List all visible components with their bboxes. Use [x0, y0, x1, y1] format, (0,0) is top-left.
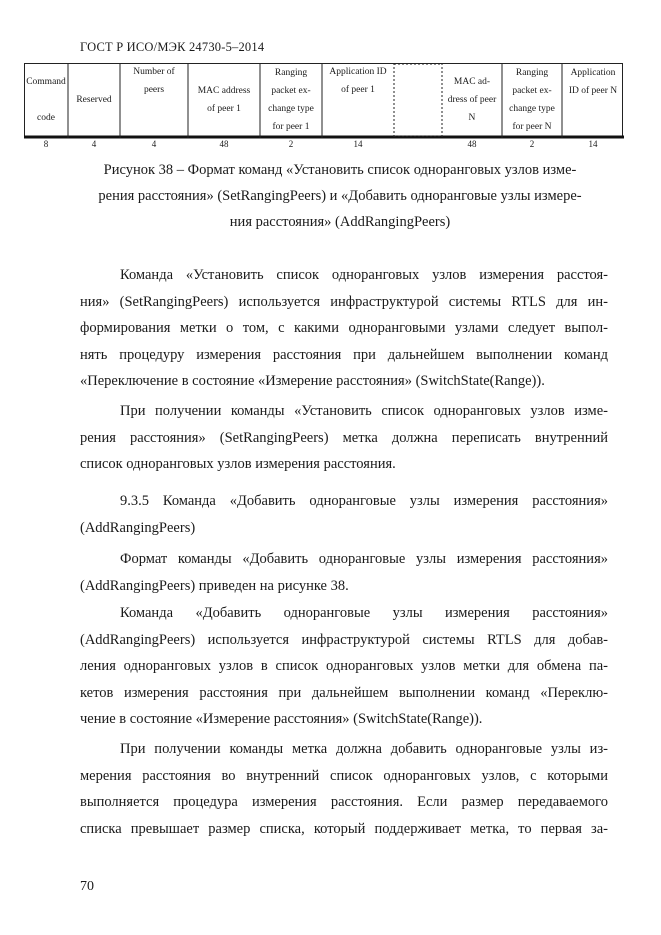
col-application-id-peer-n: Application ID of peer N [568, 68, 618, 96]
caption-line: рения расстояния» (SetRangingPeers) и «Добавить одноранговые узлы измере- [98, 188, 582, 204]
col-reserved: Reserved [76, 95, 112, 105]
bits-reserved: 4 [91, 139, 97, 149]
bits-mac-address-peer-n: 48 [467, 139, 477, 149]
col-mac-address-peer-n: MAC ad- dress of peer N [447, 77, 497, 123]
bits-ranging-type-peer-n: 2 [529, 139, 535, 149]
bits-mac-address-peer-1: 48 [219, 139, 229, 149]
col-number-of-peers: Number of peers [133, 67, 175, 95]
page-number: 70 [80, 879, 94, 894]
section-heading-9-3-5: 9.3.5 Команда «Добавить одноранговые узлы измерения расстояния» (AddRangingPeers) [80, 493, 608, 536]
col-ranging-type-peer-1: Ranging packet ex- change type for peer 1 [268, 68, 314, 132]
bits-number-of-peers: 4 [151, 139, 157, 149]
bits-command-code: 8 [43, 139, 49, 149]
col-ranging-type-peer-n: Ranging packet ex- change type for peer N [509, 68, 555, 132]
col-application-id-peer-1: Application ID of peer 1 [329, 67, 387, 95]
bits-ranging-type-peer-1: 2 [288, 139, 294, 149]
bits-application-id-peer-n: 14 [588, 139, 598, 149]
caption-line: ния расстояния» (AddRangingPeers) [229, 214, 451, 230]
bits-application-id-peer-1: 14 [353, 139, 363, 149]
caption-line: Рисунок 38 – Формат команд «Установить список одноранговых узлов изме- [103, 162, 577, 178]
command-format-table [24, 63, 624, 150]
figure-caption [70, 157, 610, 235]
paragraph-addrangingpeers-purpose: Команда «Добавить одноранговые узлы измерения расстояния» (AddRangingPeers) используется инфраструктурой системы RTLS для добав- ления одноранговых узлов в список одноранговых узлов метки для обмена па- кетов измерения расстояния при дальнейшем выполнении команд «Переклю- чение в состояние «Измерение расстояния» (SwitchState(Range)). [80, 605, 608, 727]
col-command-code: Command code [26, 77, 66, 123]
paragraph-addrangingpeers-action: При получении команды метка должна добавить одноранговые узлы из- мерения расстояния во внутренний список одноранговых узлов, с которыми выполняется процедура измерения расстояния. Если размер передаваемого списка превышает размер списка, который поддерживает метка, то первая за- [80, 741, 608, 837]
col-mac-address-peer-1: MAC address of peer 1 [197, 86, 251, 114]
paragraph-addrangingpeers-format: Формат команды «Добавить одноранговые узлы измерения расстояния» (AddRangingPeers) приведен на рисунке 38. [80, 551, 608, 594]
paragraph-setrangingpeers-action: При получении команды «Установить список одноранговых узлов изме- рения расстояния» (SetRangingPeers) метка должна переписать внутренний список одноранговых узлов измерения расстояния. [80, 403, 608, 472]
document-header: ГОСТ Р ИСО/МЭК 24730-5–2014 [80, 40, 265, 54]
paragraph-setrangingpeers-purpose: Команда «Установить список одноранговых узлов измерения расстоя- ния» (SetRangingPeers) используется инфраструктурой системы RTLS для ин- формирования метки о том, с какими одноранговыми узлами следует выпол- нять процедуру измерения расстояния при дальнейшем выполнении команд «Переключение в состояние «Измерение расстояния» (SwitchState(Range)). [80, 267, 608, 389]
